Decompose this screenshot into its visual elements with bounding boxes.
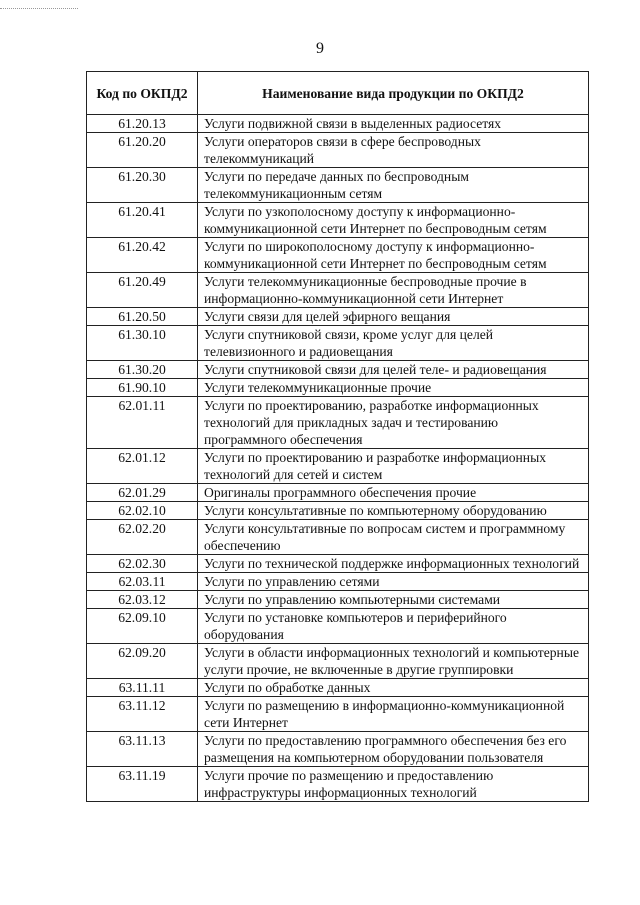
okpd-code-cell: 61.20.30 [87, 168, 198, 203]
table-row [87, 397, 589, 449]
okpd-code-cell: 62.02.10 [87, 502, 198, 520]
product-name-cell: Услуги по передаче данных по беспроводным телекоммуникационным сетям [198, 168, 589, 203]
table-row [87, 168, 589, 203]
okpd-table [86, 71, 589, 802]
table-row [87, 609, 589, 644]
table-row [87, 273, 589, 308]
table-body [87, 115, 589, 802]
table-row [87, 238, 589, 273]
product-name-cell: Услуги подвижной связи в выделенных радиосетях [198, 115, 589, 133]
scan-edge-mark [0, 8, 78, 11]
okpd-code-cell: 63.11.13 [87, 732, 198, 767]
okpd-code-cell: 61.20.13 [87, 115, 198, 133]
okpd-code-cell: 61.20.41 [87, 203, 198, 238]
okpd-code-cell: 61.20.49 [87, 273, 198, 308]
okpd-code-cell: 62.01.11 [87, 397, 198, 449]
okpd-code-cell: 63.11.19 [87, 767, 198, 802]
okpd-code-cell: 62.03.12 [87, 591, 198, 609]
okpd-code-cell: 62.01.12 [87, 449, 198, 484]
okpd-code-cell: 61.30.20 [87, 361, 198, 379]
table-row [87, 679, 589, 697]
header-code: Код по ОКПД2 [87, 72, 198, 115]
product-name-cell: Услуги по управлению сетями [198, 573, 589, 591]
okpd-code-cell: 62.02.20 [87, 520, 198, 555]
product-name-cell: Услуги по проектированию и разработке информационных технологий для сетей и систем [198, 449, 589, 484]
table-row [87, 308, 589, 326]
product-name-cell: Услуги операторов связи в сфере беспроводных телекоммуникаций [198, 133, 589, 168]
okpd-code-cell: 62.01.29 [87, 484, 198, 502]
table-row [87, 115, 589, 133]
product-name-cell: Услуги телекоммуникационные беспроводные прочие в информационно-коммуникационной сети Интернет [198, 273, 589, 308]
product-name-cell: Услуги по управлению компьютерными системами [198, 591, 589, 609]
product-name-cell: Оригиналы программного обеспечения прочие [198, 484, 589, 502]
table-row [87, 697, 589, 732]
table-row [87, 326, 589, 361]
product-name-cell: Услуги в области информационных технологий и компьютерные услуги прочие, не включенные в другие группировки [198, 644, 589, 679]
table-row [87, 591, 589, 609]
okpd-code-cell: 61.90.10 [87, 379, 198, 397]
product-name-cell: Услуги по установке компьютеров и периферийного оборудования [198, 609, 589, 644]
okpd-code-cell: 63.11.12 [87, 697, 198, 732]
table-row [87, 732, 589, 767]
okpd-code-cell: 62.02.30 [87, 555, 198, 573]
header-name: Наименование вида продукции по ОКПД2 [198, 72, 589, 115]
table-row [87, 449, 589, 484]
table-row [87, 644, 589, 679]
product-name-cell: Услуги прочие по размещению и предоставлению инфраструктуры информационных технологий [198, 767, 589, 802]
okpd-code-cell: 61.20.50 [87, 308, 198, 326]
table-row [87, 133, 589, 168]
product-name-cell: Услуги спутниковой связи, кроме услуг для целей телевизионного и радиовещания [198, 326, 589, 361]
table-row [87, 379, 589, 397]
table-row [87, 767, 589, 802]
table-row [87, 484, 589, 502]
product-name-cell: Услуги консультативные по компьютерному оборудованию [198, 502, 589, 520]
product-name-cell: Услуги по размещению в информационно-коммуникационной сети Интернет [198, 697, 589, 732]
product-name-cell: Услуги спутниковой связи для целей теле- и радиовещания [198, 361, 589, 379]
okpd-code-cell: 61.20.42 [87, 238, 198, 273]
product-name-cell: Услуги телекоммуникационные прочие [198, 379, 589, 397]
okpd-code-cell: 62.09.10 [87, 609, 198, 644]
product-name-cell: Услуги по обработке данных [198, 679, 589, 697]
table-row [87, 502, 589, 520]
okpd-code-cell: 61.30.10 [87, 326, 198, 361]
product-name-cell: Услуги по предоставлению программного обеспечения без его размещения на компьютерном оборудовании пользователя [198, 732, 589, 767]
table-row [87, 555, 589, 573]
product-name-cell: Услуги по широкополосному доступу к информационно-коммуникационной сети Интернет по беспроводным сетям [198, 238, 589, 273]
table-row [87, 361, 589, 379]
table-header-row [87, 72, 589, 115]
page-number: 9 [316, 40, 324, 57]
table-row [87, 203, 589, 238]
okpd-code-cell: 63.11.11 [87, 679, 198, 697]
okpd-code-cell: 61.20.20 [87, 133, 198, 168]
product-name-cell: Услуги по технической поддержке информационных технологий [198, 555, 589, 573]
product-name-cell: Услуги по проектированию, разработке информационных технологий для прикладных задач и тестированию программного обеспечения [198, 397, 589, 449]
product-name-cell: Услуги консультативные по вопросам систем и программному обеспечению [198, 520, 589, 555]
product-name-cell: Услуги связи для целей эфирного вещания [198, 308, 589, 326]
table-row [87, 520, 589, 555]
product-name-cell: Услуги по узкополосному доступу к информационно-коммуникационной сети Интернет по беспроводным сетям [198, 203, 589, 238]
okpd-code-cell: 62.03.11 [87, 573, 198, 591]
okpd-code-cell: 62.09.20 [87, 644, 198, 679]
table-row [87, 573, 589, 591]
